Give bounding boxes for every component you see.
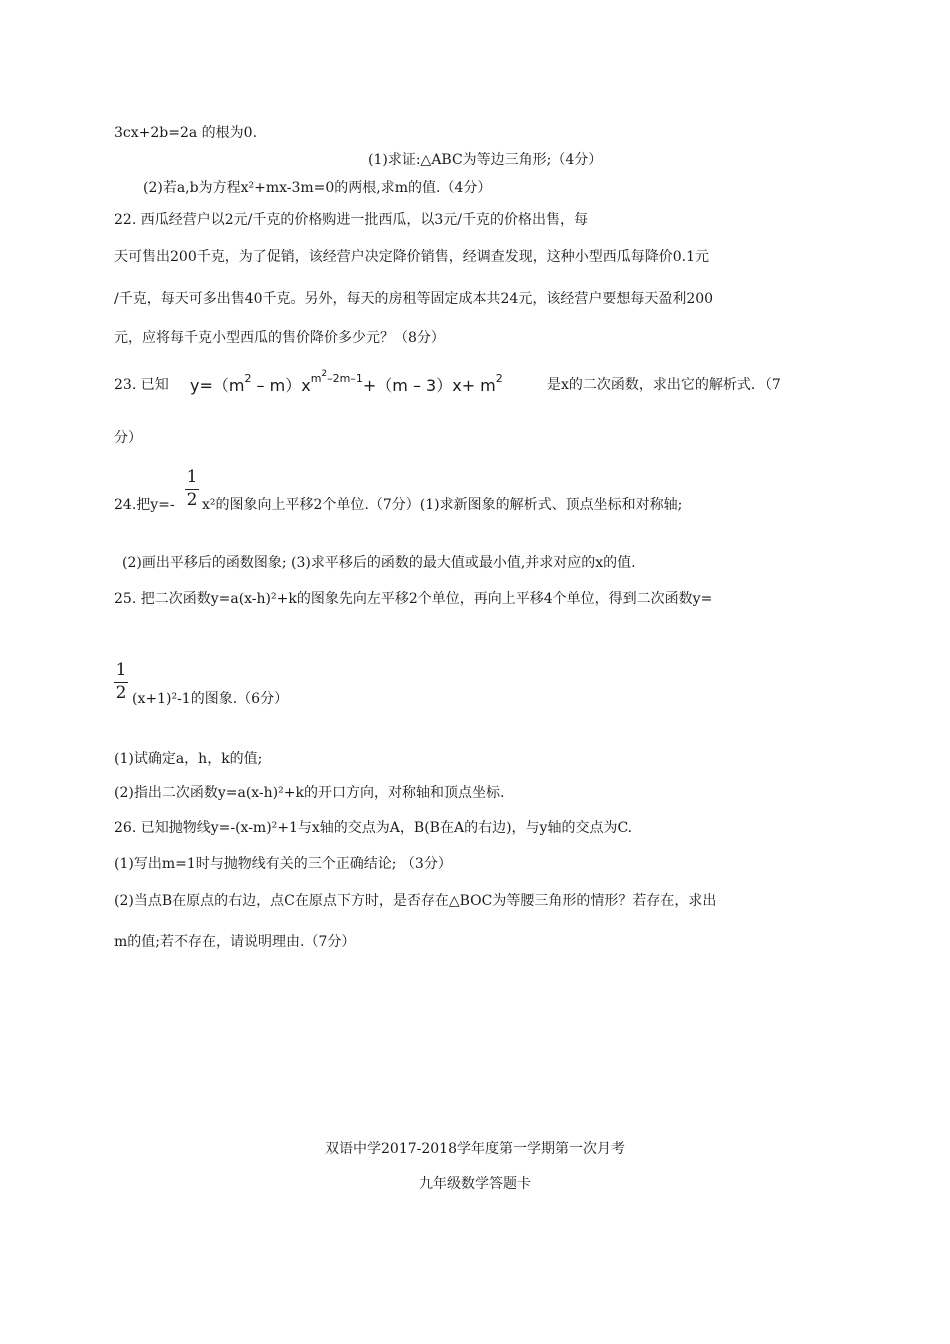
q24-frac-num: 1 bbox=[186, 467, 198, 487]
q26-part1: (1)写出m=1时与抛物线有关的三个正确结论; （3分） bbox=[114, 856, 452, 872]
q25-frac-num: 1 bbox=[115, 660, 127, 680]
q21-part1: (1)求证:△ABC为等边三角形;（4分） bbox=[368, 152, 603, 168]
q25-line1: 25. 把二次函数y=a(x-h)²+k的图象先向左平移2个单位，再向上平移4个单位，得到二次函数y= bbox=[114, 591, 713, 607]
q24-frac-den: 2 bbox=[186, 490, 198, 510]
q23-suffix: 是x的二次函数，求出它的解析式．（7 bbox=[547, 377, 781, 393]
q25-part1: (1)试确定a，h，k的值; bbox=[114, 751, 263, 767]
q22-line3: /千克，每天可多出售40千克。另外，每天的房租等固定成本共24元，该经营户要想每天盈利200 bbox=[114, 291, 714, 307]
q22-line1: 22. 西瓜经营户以2元/千克的价格购进一批西瓜，以3元/千克的价格出售，每 bbox=[114, 212, 588, 228]
answer-sheet-subtitle: 九年级数学答题卡 bbox=[419, 1176, 531, 1192]
q23-prefix: 23. 已知 bbox=[114, 377, 169, 393]
q26-part3: m的值;若不存在，请说明理由.（7分） bbox=[114, 934, 356, 950]
q24-fraction bbox=[185, 469, 199, 509]
q24-line2: (2)画出平移后的函数图象; (3)求平移后的函数的最大值或最小值,并求对应的x的值. bbox=[122, 555, 636, 571]
q25-part2: (2)指出二次函数y=a(x-h)²+k的开口方向，对称轴和顶点坐标. bbox=[114, 785, 505, 801]
answer-sheet-title: 双语中学2017-2018学年度第一学期第一次月考 bbox=[325, 1141, 625, 1157]
q22-line4: 元，应将每千克小型西瓜的售价降价多少元？（8分） bbox=[114, 330, 445, 346]
q22-line2: 天可售出200千克，为了促销，该经营户决定降价销售，经调查发现，这种小型西瓜每降价0.1元 bbox=[114, 249, 709, 265]
q21-continuation: 3cx+2b=2a 的根为0. bbox=[114, 125, 258, 141]
q26-part2: (2)当点B在原点的右边，点C在原点下方时，是否存在△BOC为等腰三角形的情形？若存在，求出 bbox=[114, 893, 717, 909]
q23-continuation: 分） bbox=[114, 430, 142, 446]
q21-part2: (2)若a,b为方程x²+mx-3m=0的两根,求m的值.（4分） bbox=[143, 180, 492, 196]
q25-frac-den: 2 bbox=[115, 683, 127, 703]
q25-line2: (x+1)²-1的图象.（6分） bbox=[132, 691, 289, 707]
q25-fraction bbox=[114, 662, 128, 702]
q26-line1: 26. 已知抛物线y=-(x-m)²+1与x轴的交点为A，B(B在A的右边)，与y轴的交点为C. bbox=[114, 820, 633, 836]
q23-formula: $y=(m^2 - m)x^{m^2-2m-1}+(m - 3)x+ m^2$ bbox=[190, 369, 503, 395]
q24-prefix: 24.把y=- bbox=[114, 497, 175, 513]
q24-text: x²的图象向上平移2个单位.（7分）(1)求新图象的解析式、顶点坐标和对称轴; bbox=[202, 497, 683, 513]
